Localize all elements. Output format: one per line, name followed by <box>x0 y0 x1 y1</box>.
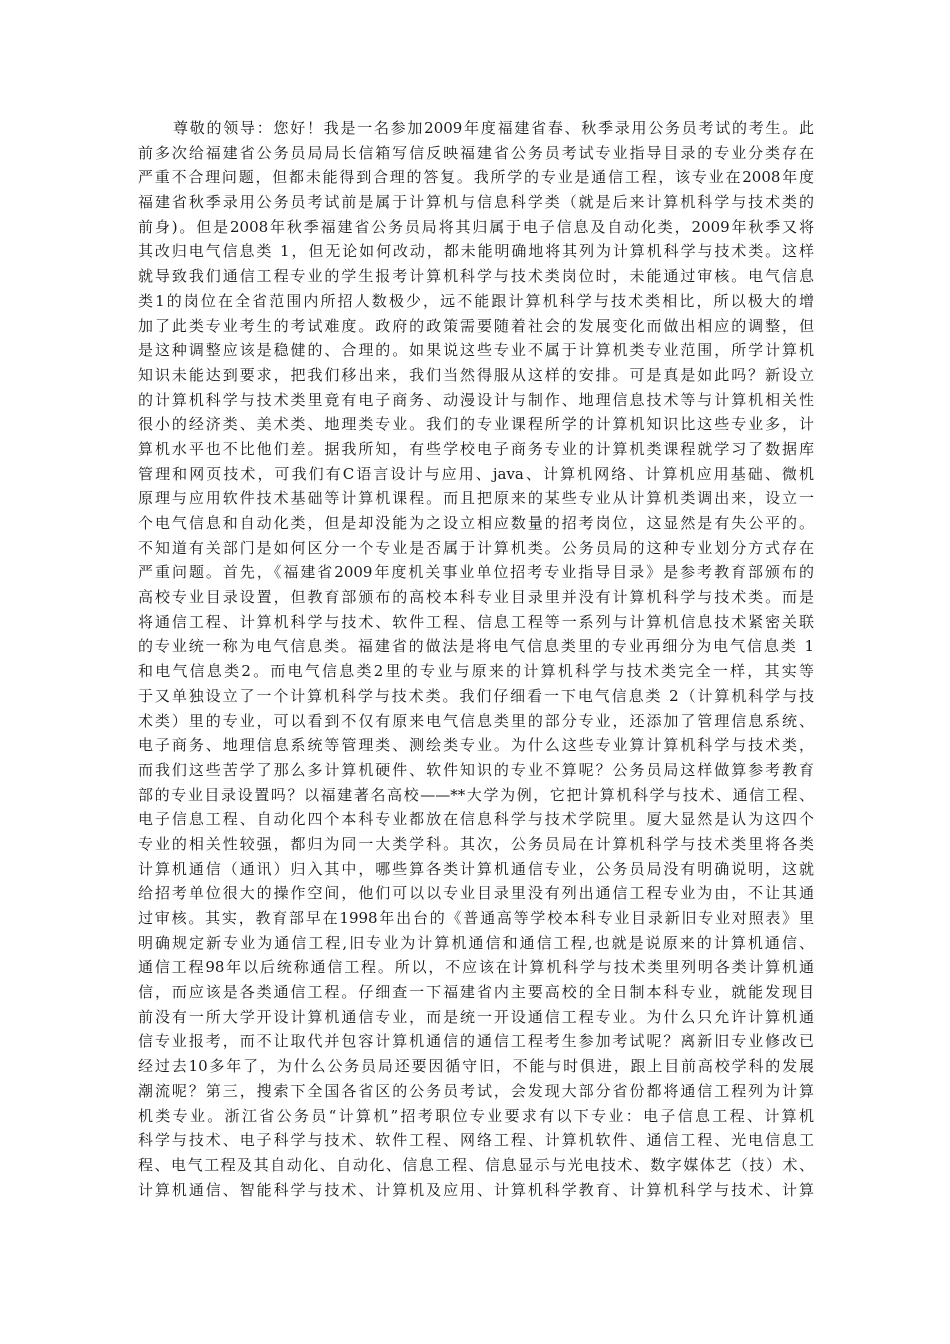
text-line: 高校专业目录设置，但教育部颁布的高校本科专业目录里并没有计算机科学与技术类。而是 <box>138 588 814 607</box>
text-line: 给招考单位很大的操作空间，他们可以以专业目录里没有列出通信工程专业为由，不让其通 <box>138 884 814 903</box>
text-line: 管理和网页技术，可我们有C语言设计与应用、java、计算机网络、计算机应用基础、微机 <box>138 464 814 483</box>
text-line: 的计算机科学与技术类里竟有电子商务、动漫设计与制作、地理信息技术等与计算机相关性 <box>138 390 814 409</box>
text-line: 机类专业。浙江省公务员“计算机”招考职位专业要求有以下专业：电子信息工程、计算机 <box>138 1106 814 1125</box>
text-line: 程、电气工程及其自动化、自动化、信息工程、信息显示与光电技术、数字媒体艺（技）术、 <box>138 1155 814 1174</box>
text-line: 于又单独设立了一个计算机科学与技术类。我们仔细看一下电气信息类 2（计算机科学与技 <box>138 686 814 705</box>
text-line: 计算机通信、智能科学与技术、计算机及应用、计算机科学教育、计算机科学与技术、计算 <box>138 1180 814 1199</box>
text-line: 电子信息工程、自动化四个本科专业都放在信息科学与技术学院里。厦大显然是认为这四个 <box>138 810 814 829</box>
text-line: 术类）里的专业，可以看到不仅有原来电气信息类里的部分专业，还添加了管理信息系统、 <box>138 711 814 730</box>
text-line: 类1的岗位在全省范围内所招人数极少，远不能跟计算机科学与技术类相比，所以极大的增 <box>138 291 814 310</box>
text-line: 严重不合理问题，但都未能得到合理的答复。我所学的专业是通信工程，该专业在2008年度 <box>138 168 814 187</box>
letter-body <box>138 116 814 1202</box>
text-line: 尊敬的领导：您好！我是一名参加2009年度福建省春、秋季录用公务员考试的考生。此 <box>173 119 814 137</box>
text-line: 严重问题。首先，《福建省2009年度机关事业单位招考专业指导目录》是参考教育部颁布的 <box>138 563 814 582</box>
text-line: 潮流呢？第三，搜索下全国各省区的公务员考试，会发现大部分省份都将通信工程列为计算 <box>138 1081 814 1100</box>
text-line: 信，而应该是各类通信工程。仔细查一下福建省内主要高校的全日制本科专业，就能发现目 <box>138 983 814 1002</box>
text-line: 前没有一所大学开设计算机通信专业，而是统一开设通信工程专业。为什么只允许计算机通 <box>138 1007 814 1026</box>
text-line: 前多次给福建省公务员局局长信箱写信反映福建省公务员考试专业指导目录的专业分类存在 <box>138 143 814 162</box>
text-line: 电子商务、地理信息系统等管理类、测绘类专业。为什么这些专业算计算机科学与技术类， <box>138 736 814 755</box>
text-line: 的专业统一称为电气信息类。福建省的做法是将电气信息类里的专业再细分为电气信息类 1 <box>138 637 814 656</box>
text-line: 明确规定新专业为通信工程,旧专业为计算机通信和通信工程,也就是说原来的计算机通信、 <box>138 933 814 952</box>
text-line: 过审核。其实，教育部早在1998年出台的《普通高等学校本科专业目录新旧专业对照表》里 <box>138 909 814 927</box>
text-line: 很小的经济类、美术类、地理类专业。我们的专业课程所学的计算机知识比这些专业多，计 <box>138 415 814 434</box>
text-line: 将通信工程、计算机科学与技术、软件工程、信息工程等一系列与计算机信息技术紧密关联 <box>138 612 814 631</box>
text-line: 算机水平也不比他们差。据我所知，有些学校电子商务专业的计算机类课程就学习了数据库 <box>138 439 814 458</box>
text-line: 就导致我们通信工程专业的学生报考计算机科学与技术类岗位时，未能通过审核。电气信息 <box>138 267 814 286</box>
text-line: 和电气信息类2。而电气信息类2里的专业与原来的计算机科学与技术类完全一样，其实等 <box>138 662 814 681</box>
text-line: 科学与技术、电子科学与技术、软件工程、网络工程、计算机软件、通信工程、光电信息工 <box>138 1131 814 1150</box>
text-line: 前身)。但是2008年秋季福建省公务员局将其归属于电子信息及自动化类，2009年秋季又将 <box>138 217 814 236</box>
text-line: 福建省秋季录用公务员考试前是属于计算机与信息科学类（就是后来计算机科学与技术类的 <box>138 193 814 212</box>
text-line: 原理与应用软件技术基础等计算机课程。而且把原来的某些专业从计算机类调出来，设立一 <box>138 489 814 508</box>
text-line: 其改归电气信息类 1，但无论如何改动，都未能明确地将其列为计算机科学与技术类。这样 <box>138 242 814 261</box>
text-line: 是这种调整应该是稳健的、合理的。如果说这些专业不属于计算机类专业范围，所学计算机 <box>138 341 814 360</box>
text-line: 专业的相关性较强，都归为同一大类学科。其次，公务员局在计算机科学与技术类里将各类 <box>138 834 814 853</box>
text-line: 不知道有关部门是如何区分一个专业是否属于计算机类。公务员局的这种专业划分方式存在 <box>138 538 814 557</box>
text-line: 通信工程98年以后统称通信工程。所以，不应该在计算机科学与技术类里列明各类计算机通 <box>138 958 814 977</box>
text-line: 而我们这些苦学了那么多计算机硬件、软件知识的专业不算呢？公务员局这样做算参考教育 <box>138 760 814 779</box>
text-line: 加了此类专业考生的考试难度。政府的政策需要随着社会的发展变化而做出相应的调整，但 <box>138 316 814 335</box>
text-line: 计算机通信（通讯）归入其中，哪些算各类计算机通信专业，公务员局没有明确说明，这就 <box>138 859 814 878</box>
text-line: 个电气信息和自动化类，但是却没能为之设立相应数量的招考岗位，这显然是有失公平的。 <box>138 514 814 532</box>
text-line: 信专业报考，而不让取代并包容计算机通信的通信工程考生参加考试呢？离新旧专业修改已 <box>138 1032 814 1051</box>
text-line: 部的专业目录设置吗？以福建著名高校——**大学为例，它把计算机科学与技术、通信工程、 <box>138 785 814 804</box>
text-line: 知识未能达到要求，把我们移出来，我们当然得服从这样的安排。可是真是如此吗？新设立 <box>138 365 814 384</box>
text-line: 经过去10多年了，为什么公务员局还要因循守旧，不能与时俱进，跟上目前高校学科的发展 <box>138 1057 814 1076</box>
